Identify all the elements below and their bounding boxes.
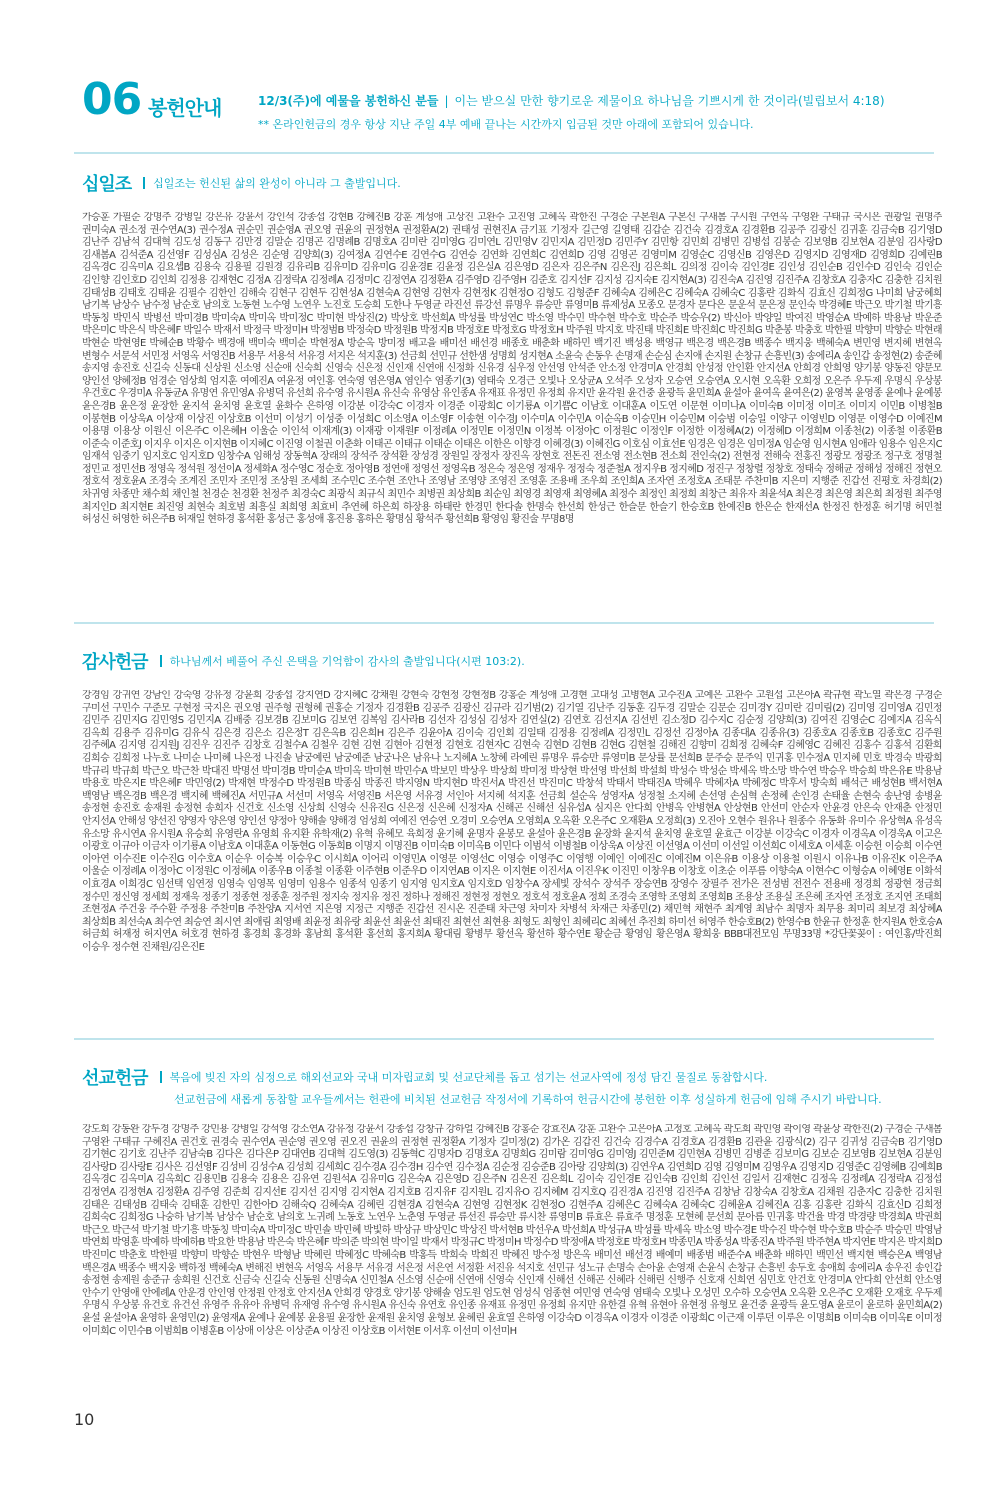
page-header: [82, 74, 952, 138]
section-desc2-mission: 선교헌금에 새롭게 동참할 교우들께서는 헌관에 비치된 선교헌금 작정서에 기록하여 헌금시간에 봉헌한 이후 성실하게 헌금에 임해 주시기 바랍니다.: [174, 1093, 882, 1106]
section-title-thanks: 감사헌금: [82, 652, 148, 673]
section-desc-tithe: 십일조는 헌신된 삶의 완성이 아니라 그 출발입니다.: [153, 177, 401, 190]
section-number: 06: [82, 74, 142, 125]
section-desc-mission: 복음에 빚진 자의 심정으로 해외선교와 국내 미자립교회 및 선교단체를 돕고 섬기는 선교사역에 정성 담긴 물질로 동참합시다.: [169, 1071, 768, 1084]
donor-list-mission: 강도희 강동완 강두경 강명주 강민용 강병일 강석영 강소연A 강유정 강윤서 강종섭 강창규 강하얼 강혜진B 강홍순 강효진A 강훈 고완수 고은아A 고정호 고혜옥 곽도희 곽민영 곽이영 곽윤상 곽한진(2) 구경순 구새봄 구영완 구태규 구혜진A 권건호 권경숙 권수연A 권순영 권오영 권오진 권윤의 권정현 권정환A 기정자 길미정(2) 김가온 김갑진 김건숙 김경수A 김경호A 김경환B 김관윤 김광식(2) 김구 김귀성 김금숙B 김기영D 김기현C 김기호 김난주 김남숙B 김다은 김다은P 김대연B 김대혁 김도영(3) 김동혁C 김명자D 김명호A 김명희G 김미람 김미영G 김미영J 김민준M 김민현A 김병민 김병준 김보미G 김보순 김보영B 김보현A 김분임 김사랑D 김사랑E 김사은 김선영F 김성비 김성수A 김성희 김세희C 김수경A 김수경H 김수연 김수정A 김순정 김승준B 김아랑 김양희(3) 김연우A 김연희D 김영 김영미M 김영우A 김영지D 김영준C 김영혜B 김예희B 김옥경C 김옥미A 김옥희C 김용민B 김용숙 김용은 김유연 김원석A 김유미G 김은숙A 김은영D 김은주N 김은진 김은희L 김이숙 김인경E 김인숙B 김인희 김인선 김일서 김재현C 김정옥 김정례A 김정락A 김정섭 김정연A 김정현A 김정환A 김주영 김준희 김지선E 김지선 김지영 김지현A 김지호B 김지유F 김지원L 김지유O 김지혜M 김지호Q 김진경A 김진영 김진주A 김창남 김창숙A 김창호A 김채원 김춘자C 김충한 김치원 김태은 김태성B 김태숙 김태훈 김한민 김한아D 김해숙Q 김혜숙A 김혜린 김현경A 김현숙A 김현영 김현정K 김현정O 김현주A 김혜은C 김혜숙A 김혜숙C 김혜윤A 김혜진A 김홍 김홍란 김화식 김효신D 김희정 김희숙C 김희정G 나숭하 남기복 남상수 남순호 남의호 노귀례 노동호 노연우 노춘영 두영균 류선진 류승만 류시찬 류영미B 류효은 류효주 명정훈 모현혜 문선희 문아름 민귀홍 박건율 박경 박경량 박경희A 박권희 박근오 박근석 박기철 박기흥 박동칭 박미숙A 박미정C 박민솔 박민혜 박빛하 박상규 박상민C 박상진 박서현B 박선우A 박선희A 박성규A 박성률 박세옥 박소영 박수경E 박수진 박수현 박수호B 박순주 박승민 박영남 박연희 박영훈 박예하 박예하B 박요한 박용남 박은숙 박은혜F 박의준 박의현 박이일 박재서 박정규C 박정미H 박정수D 박정애A 박정호E 박정호H 박종민A 박종성A 박종진A 박주원 박주현A 박지연E 박지은 박지희D 박진미C 박춘호 박한필 박향미 박향순 박현우 박형남 박혜린 박혜정C 박혜숙B 박홍득 박희숙 박희진 박혜진 방수정 방은옥 배미선 배선경 배예미 배종범 배준수A 배춘화 배하민 백민선 백지현 백승은A 백영남 백은경A 백종수 백지웅 백하정 백혜숙A 변해진 변현옥 서영옥 서용무 서유경 서은정 서은연 서정환 서진유 석지호 선민규 성노규 손명숙 손아윤 손영재 손윤식 손창규 손흥빈 송두호 송애희 송에리A 송우진 송인갑 송정현 송제원 송준규 송희원 신건호 신금숙 신길숙 신동원 신명숙A 신민철A 신소영 신순애 신연애 신영숙 신인재 신해선 신해곤 신혜라 신해린 신행주 신호재 신희연 심민호 안건호 안경미A 안다희 안선희 안소영 안수기 안영애 안에례A 안운경 안인영 안정원 안정호 안지선A 안희경 양경호 양기봉 양해솔 엄도원 엄도현 엄성식 엄종현 여민영 연숙영 염태숙 오빛나 오성민 오수하 오승연A 오옥환 오은주C 오재환 오재호 우두제 우명식 우상봉 유건호 유건선 유영주 유유아 유병덕 유재영 유수영 유시원A 유신숙 유연호 유인종 유재표 유정민 유정희 유지만 유한결 유혁 유현아 유현정 유형모 윤건중 윤광득 윤도영A 윤로이 윤로하 윤민희A(2) 윤설 윤설아A 윤영하 윤영민(2) 윤영재A 윤예나 윤예봉 윤용필 윤장한 윤재원 윤치영 윤형보 윤혜린 윤효열 은하영 이강숙D 이경옥A 이경자 이경준 이광희C 이근재 이루던 이루은 이명희B 이미숙B 이미옥E 이미정 이미희C 이민수B 이범희B 이병훈B 이상애 이상은 이상준A 이상진 이상호B 이서현E 이서후 이선미 이선미H: [82, 1124, 942, 1337]
section-heading-mission: [82, 1064, 767, 1090]
donor-list-tithe: 가승훈 가필순 강명주 강병일 강은유 강윤서 강인석 강종섭 강현B 강혜진B 강훈 계성애 고상진 고완수 고진영 고혜옥 곽한진 구경순 구본원A 구본신 구새봄 구시원 구연옥 구영완 구태규 국시은 권광일 권명주 권미숙A 권소정 권수연A(3) 권수정A 권순민 권순영A 권오영 권윤의 권정현A 권정환A(2) 권태성 권현진A 금기표 기정자 길근영 길영태 김갑순 김건숙 김경호A 김경환B 김공주 김광신 김귀훈 김금숙B 김기영D 김난주 김남석 김대혁 김도성 김동구 김만경 김말순 김명곤 김명례B 김명호A 김미란 김미영G 김미연L 김민영V 김민지A 김민정D 김민주Y 김민항 김민희 김병민 김병섭 김봉순 김보영B 김보현A 김분임 김사랑D 김새봄A 김석준A 김선영F 김성심A 김성은 김순영 김양희(3) 김여정A 김연수E 김연수G 김연승 김연화 김연희C 김연희D 김영 김영곤 김영미M 김영순C 김영신B 김영은D 김영지D 김영재D 김영희D 김예린B 김옥경C 김옥미A 김요셉B 김용숙 김용필 김원경 김유리B 김유미D 김유미G 김윤경E 김윤정 김은실A 김은영D 김은자 김은주N 김은진J 김은희L 김의정 김이숙 김인경E 김인성 김인순B 김인수D 김인숙 김인순 김인향 김인호D 김인희 김정용 김재현C 김정A 김정락A 김정례A 김정미C 김정연A 김정환A 김주영D 김주영H 김준호 김지선F 김지성 김지숙E 김지현A(3) 김진숙A 김진영 김진주A 김창호A 김충자C 김충한 김치원 김태성B 김태호 김태윤 김필수 김한인 김해숙 김현구 김현두 김현성A 김현숙A 김현영 김현자 김현정K 김현정O 김형도 김형준F 김혜숙A 김혜은C 김혜숙A 김혜숙C 김홍란 김화식 김효신 김희정G 나미희 남궁혜희 남기복 남상수 남수정 남순호 남의호 노동현 노수영 노연우 노진호 도승희 도한나 두영균 라진선 류강선 류명우 류승만 류영미B 류제성A 모종오 문경자 문다은 문운석 문은정 문인숙 박경혜E 박근오 박기철 박기흥 박동칭 박민식 박병선 박미경B 박미숙A 박미옥 박미정C 박미현 박상진(2) 박상호 박선희A 박성률 박성연C 박소영 박수민 박수현 박수호 박순주 박승우(2) 박신아 박양일 박여진 박영순A 박예하 박용남 박운준 박은미C 박은식 박은혜F 박일수 박재서 박정극 박정미H 박정범B 박정숙D 박정원B 박정지B 박정호E 박정호G 박정호H 박주원 박지호 박진태 박진희E 박진희C 박진희G 박춘봉 박충호 박한필 박향미 박향순 박현래 박현순 박현영E 박혜순B 박황수 백경애 백미숙 백미순 박현정A 방순옥 방미정 배고을 배미선 배선경 배종호 배춘화 배하민 백기진 백성용 백영규 백은경 백은경B 백종수 백지웅 백혜숙A 변민영 변지혜 변현옥 변형수 서문석 서민정 서영옥 서영진B 서용무 서용석 서유경 서지은 석지훈(3) 선금희 선민규 선한샘 성명희 성지현A 소윤숙 손동우 손명재 손순심 손지애 손지원 손창규 손흥빈(3) 송에리A 송인갑 송정현(2) 송준혜 송지영 송진호 신길숙 신동대 신상원 신소영 신순애 신숙희 신영숙 신은정 신인재 신연애 신정화 신유경 심우정 안선영 안석준 안소정 안경미A 안경희 안성정 안인환 안지선A 안희경 안희영 양기봉 양동진 양문모 양인선 양혜정B 엄경순 엄상희 엄지훈 여예진A 여윤정 여인홍 연숙영 염은영A 염인수 염종기(3) 염태숙 오경근 오빛나 오상균A 오석주 오성자 오승연 오승연A 오시현 오옥환 오희정 오은주 우두제 우명식 우상봉 우건호C 우경미A 유동균A 유명연 유민영A 유병덕 유선희 유수영 유시원A 유신숙 유영삼 유인종A 유재표 유정민 유정희 유지만 윤각원 윤건중 윤광득 윤민희A 윤설아 윤여옥 윤여은(2) 윤영복 윤영종 윤예나 윤예봉 윤은경B 윤은정 윤장한 윤지석 윤치영 윤호열 윤화수 은하영 이강분 이강숙C 이경자 이경준 이광희C 이기룡A 이기쁨C 이남호 이대훈A 이도연 이문현 이미나A 이미숙B 이미정 이미조 이미지 이민B 이병철B 이봉현B 이상욱A 이상재 이상진 이상호B 이선미 이성기 이성중 이성희C 이소영A 이소영F 이송현 이수경J 이수미A 이수민A 이순옥B 이승민H 이승민M 이승범 이승일 이양구 이영빈D 이영문 이영수D 이예진M 이용명 이용상 이원신 이은주C 이은혜H 이울순 이인석 이재계(3) 이재광 이재원F 이정례A 이정민E 이정민N 이정복 이정아C 이정원C 이정인F 이정한 이정혜A(2) 이정혜D 이정희M 이종천(2) 이종철 이종환B 이준숙 이준호J 이지우 이지은 이지현B 이지혜C 이진영 이철권 이춘화 이태곤 이태규 이태순 이태은 이한은 이향경 이혜경(3) 이혜진G 이호심 이효선E 임경은 임경은 임미정A 임순영 임시현A 임애라 임용수 임은지C 임재석 임중기 임지호C 임지호D 임창수A 임해성 장동혁A 장래의 장석주 장석환 장성경 장원일 장정자 장진옥 장현호 전돈진 전소영 전소현B 전소희 전인숙(2) 전현정 전해숙 전홍진 정광모 정광조 정구호 정명철 정민교 정민선B 정영옥 정석원 정선이A 정세화A 정수영C 정순호 정아영B 정연애 정영선 정영옥B 정은숙 정은영 정재우 정정숙 정준철A 정지우B 정지혜D 정진구 정창렬 정창호 정태숙 정해균 정해성 정해진 정현오 정호석 정호윤A 조경숙 조계진 조민자 조민정 조상원 조세희 조수민C 조수현 조안나 조영남 조영양 조영진 조영훈 조용배 조우희 조인희A 조자연 조정호A 조태문 주찬미B 지은미 지행준 진갑선 진평호 차경희(2) 차귀영 차종만 채수희 채인철 천경순 천경환 천정주 최경숙C 최광식 최규식 최민수 최병권 최상희B 최순임 최영경 최영재 최영혜A 최정수 최정인 최정희 최창근 최유자 최윤석A 최은경 최은영 최은희 최정원 최주영 최지인D 최지현E 최진영 최현숙 최호범 최흥실 최희영 최효비 추연혜 하은희 하장용 하태란 한경민 한다솔 한명숙 한선희 한성근 한슬문 한슬기 한승호B 한예진B 한은순 한재선A 한정진 한정훈 허기명 허민철 허성신 허영한 허은주B 허재일 현하경 홍석환 홍성근 홍성애 홍진용 홍하은 황명심 황석주 황선희B 황영임 황진술 무명8명: [82, 212, 942, 526]
section-desc-thanks: 하나님께서 베풀어 주신 은택을 기억함이 감사의 출발입니다(시편 103:2).: [169, 655, 525, 668]
section-title: 봉헌안내: [148, 96, 222, 120]
page-number: 10: [74, 1410, 95, 1429]
section-heading-tithe: [82, 170, 401, 196]
section-title-mission: 선교헌금: [82, 1068, 148, 1089]
date-line: 12/3(주)에 예물을 봉헌하신 분들: [258, 94, 439, 108]
donor-list-thanks: 강경임 강귀연 강남인 강숙영 강유정 강윤희 강종섭 강지연D 강지혜C 강채원 강현숙 강현정 강현정B 강홍순 계성애 고경현 고대성 고병현A 고수진A 고예은 고완수 고원섭 고은아A 곽규현 곽노열 곽은경 구경순 구미선 구민수 구준모 구현정 국지은 권오영 권주형 권형혜 권홍순 기정자 김경환B 김공주 김광신 김규라 김기범(2) 김기열 김난주 김동훈 김두경 김말순 김문순 김미경Y 김미란 김미림(2) 김미영 김미영A 김민정 김민주 김민지G 김민영S 김민지A 김배중 김보경B 김보미G 김보연 김복임 김사라B 김선자 김성심 김성자 김연실(2) 김연호 김선지A 김선빈 김소정D 김수지C 김순정 김양희(3) 김여진 김영순C 김예지A 김옥식 김옥희 김용주 김유미G 김유식 김은경 김은소 김은정T 김은옥B 김은희H 김은주 김윤아A 김이숙 김인회 김일태 김정용 김정례A 김정민L 김정선 김정아A 김종대A 김종유(3) 김종호A 김종호B 김종호C 김주원 김주혜A 김지영 김지원J 김진우 김진주 김창호 김철수A 김철우 김현 김현 김현아 김현정 김현호 김현자C 김현숙 김현D 김현B 김현G 김현철 김해진 김향미 김희정 김혜숙F 김혜영C 김혜진 김홍수 김홍석 김환희 김희승 김희정 나누호 나미순 나미혜 나은정 나진솔 남궁예린 남궁예준 남궁나은 남유나 노지혜A 노창혜 라예린 류명우 류승만 류영미B 문상률 문선희B 문주승 문주익 민귀홍 민수정A 민지혜 민호 박경숙 박광희 박규리 박규희 박근오 박근찬 박대진 박명선 박미경B 박미순A 박미옥 박미현 박민수A 박보민 박상우 박상희 박미정 박상현 박선영 박선희 박설희 박성수 박성순 박세옥 박소망 박수연 박승우 박승희 박은유E 박용남 박용호 박은지E 박은혜F 박민영(2) 박재현 박정수D 박정원B 박종심 박종진 박지영N 박지현D 박진서A 박진선 박진미C 박창석 박태서 박태진A 박혜우 박혜자A 박혜정C 박후서 방숙희 배석근 배성현B 백서현A 백영남 백은경B 백은경 백지혜 백혜진A 서민규A 서선미 서영옥 서영진B 서은영 서유경 서인아 서지혜 석지훈 선금희 설순옥 성영자A 성정철 소지혜 손선영 손심혁 손정혜 손인경 손태율 손현숙 송난영 송병윤 송정현 송진호 송재원 송정현 송희자 신건호 신소영 신상희 신영숙 신유진G 신은정 신은혜 신정자A 신해곤 신해선 심유섭A 심지은 안다희 안병옥 안병현A 안상현B 안선미 안순자 안윤경 안은숙 안재춘 안정민 안지선A 안해성 양선진 양영자 양은영 양인선 양정아 양해솔 양해경 엄성희 여예진 연승연 오경미 오승연A 오영희A 오옥환 오은주C 오재환A 오정희(3) 오진아 오현수 원유나 원종수 유동화 유미수 유상혁A 유성옥 유소망 유시연A 유시원A 유승희 유영란A 유영희 유지환 유학재(2) 유혁 유혜모 육희정 윤기혜 윤명자 윤봉모 윤설아 윤은경B 윤장화 윤지석 윤치영 윤호열 윤효근 이강분 이강숙C 이경자 이경옥A 이경욱A 이고은 이광호 이규아 이금자 이기룡A 이남호A 이대훈A 이동현G 이동희B 이명지 이명진B 이미숙B 이미옥B 이민다 이범석 이병철B 이상욱A 이상진 이선영A 이선미 이선일 이선희C 이세호A 이세훈 이승헌 이승희 이수연 이아연 이수진E 이수진G 이수호A 이순우 이승복 이승우C 이시희A 이어리 이영민A 이영문 이영선C 이영승 이영주C 이영행 이예인 이예진C 이예진M 이은유B 이용상 이용철 이원시 이유나B 이유진K 이은주A 이울순 이정례A 이정아C 이정원C 이정혜A 이종우B 이종철 이종환 이주현B 이준우D 이지연AB 이지은 이지현E 이진서A 이진우K 이진민 이창우B 이창호 이초순 이푸름 이향숙A 이현수C 이형승A 이혜영E 이화석 이효경A 이희경C 임선택 임연정 임영숙 임영목 임영미 임용수 임종석 임종기 임지영 임지호A 임지호D 임창수A 장세빛 장석수 장석주 장승연B 장영수 장필주 전가은 전성범 전전수 전용배 정경희 정광현 정금희 정수민 정신영 정세희 정재욱 정종기 정종현 정종훈 정주원 정지숙 정지유 정진 정하나 정해진 정현정 정현오 정호석 정호윤A 정희 조경숙 조영학 조영희 조영희B 조용상 조용실 조은혜 조자연 조정호 조지연 조태희 조현정A 주건웅 주수환 주정용 주찬미B 주찬양A 지서연 지은영 지정근 지행준 진갑선 진시온 진준태 차근영 차미자 차병석 차재근 차종민(2) 채민혁 채현주 최계영 최남수 최명자 최무용 최미리 최보경 최상혜A 최상희B 최선숙A 최수연 최승연 최시연 최애림 최영배 최윤정 최유랑 최윤선 최윤선 최태진 최현선 최현용 최형도 최형인 최혜리C 최혜선 추진회 하미선 허영주 한승호B(2) 한영수B 한윤규 한정훈 한지원A 한호승A 허금희 허재정 허지연A 허호경 현하경 홍경희 홍경화 홍남희 홍석환 홍선희 홍지희A 황대림 황병무 황선옥 황선하 황수연E 황순금 황영임 황은영A 황희웅 BBB대전모임 무명33명 *강단꽃꽂이 : 여인홍/박진희 이승우 정수현 진채원/김은진E: [82, 690, 942, 953]
header-line: 12/3(주)에 예물을 봉헌하신 분들 | 이는 받으실 만한 향기로운 제물이요 하나님을 기쁘시게 한 것이라(빌립보서 4:18): [258, 94, 885, 108]
divider: [74, 1038, 934, 1040]
online-note: ** 온라인헌금의 경우 항상 지난 주일 4부 예배 끝나는 시간까지 입금된 것만 아래에 포함되어 있습니다.: [258, 118, 754, 131]
section-heading-thanks: [82, 648, 525, 674]
divider: [74, 622, 934, 624]
section-title-tithe: 십일조: [82, 174, 132, 195]
divider: [74, 152, 934, 154]
verse-text: 이는 받으실 만한 향기로운 제물이요 하나님을 기쁘시게 한 것이라(빌립보서 4:18): [454, 94, 885, 108]
